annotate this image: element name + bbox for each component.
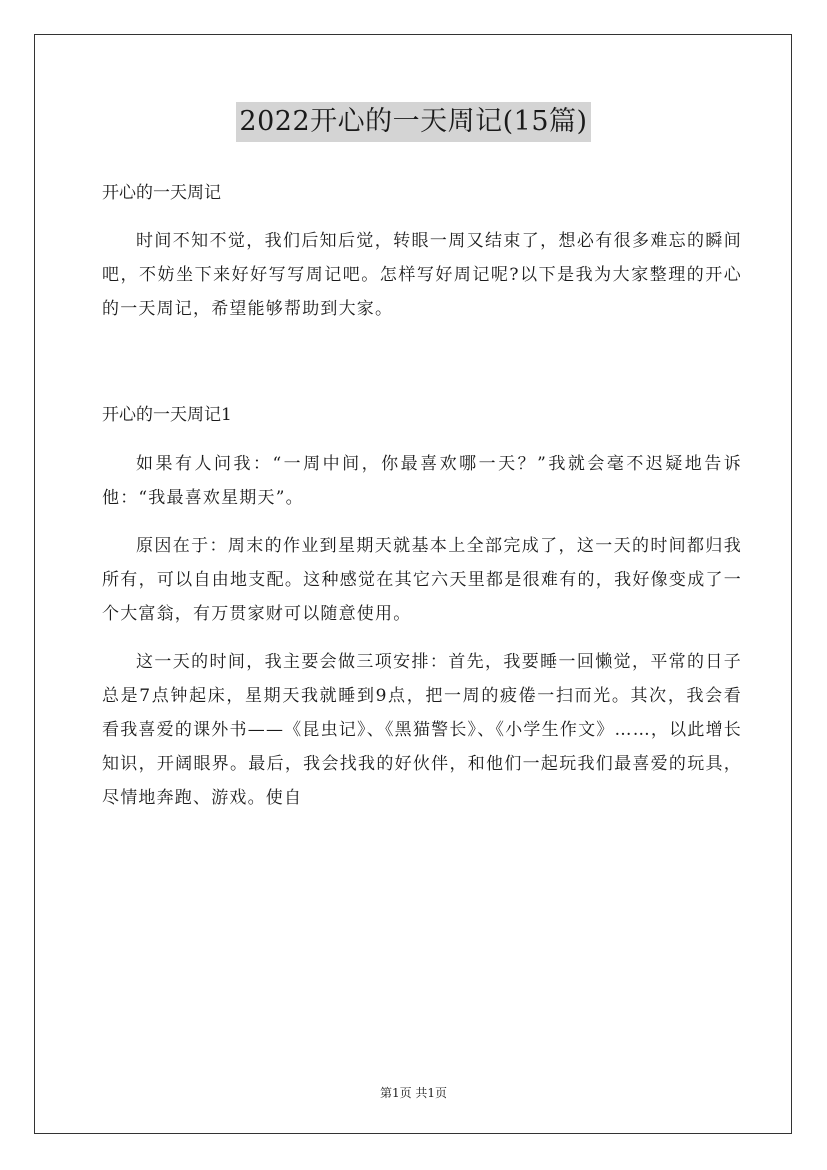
section1-paragraph-1: 如果有人问我：“一周中间，你最喜欢哪一天？”我就会毫不迟疑地告诉他：“我最喜欢星期天”。 — [102, 454, 742, 508]
section1-paragraph-3: 这一天的时间，我主要会做三项安排：首先，我要睡一回懒觉，平常的日子总是7点钟起床，星期天我就睡到9点，把一周的疲倦一扫而光。其次，我会看看我喜爱的课外书——《昆虫记》、《黑猫警长》、《小学生作文》……，以此增长知识，开阔眼界。最后，我会找我的好伙伴，和他们一起玩我们最喜爱的玩具，尽情地奔跑、游戏。使自 — [102, 652, 742, 808]
document-body — [102, 176, 742, 815]
document-title: 2022开心的一天周记(15篇) — [236, 102, 590, 142]
intro-paragraph: 时间不知不觉，我们后知后觉，转眼一周又结束了，想必有很多难忘的瞬间吧，不妨坐下来好好写写周记吧。怎样写好周记呢?以下是我为大家整理的开心的一天周记，希望能够帮助到大家。 — [102, 231, 742, 319]
title-container — [0, 102, 827, 142]
page-footer — [0, 1084, 827, 1102]
page-number: 第1页 共1页 — [379, 1086, 448, 1100]
section1-paragraph-2: 原因在于：周末的作业到星期天就基本上全部完成了，这一天的时间都归我所有，可以自由地支配。这种感觉在其它六天里都是很难有的，我好像变成了一个大富翁，有万贯家财可以随意使用。 — [102, 536, 742, 624]
intro-heading: 开心的一天周记 — [102, 183, 221, 203]
section1-heading: 开心的一天周记1 — [102, 405, 232, 425]
